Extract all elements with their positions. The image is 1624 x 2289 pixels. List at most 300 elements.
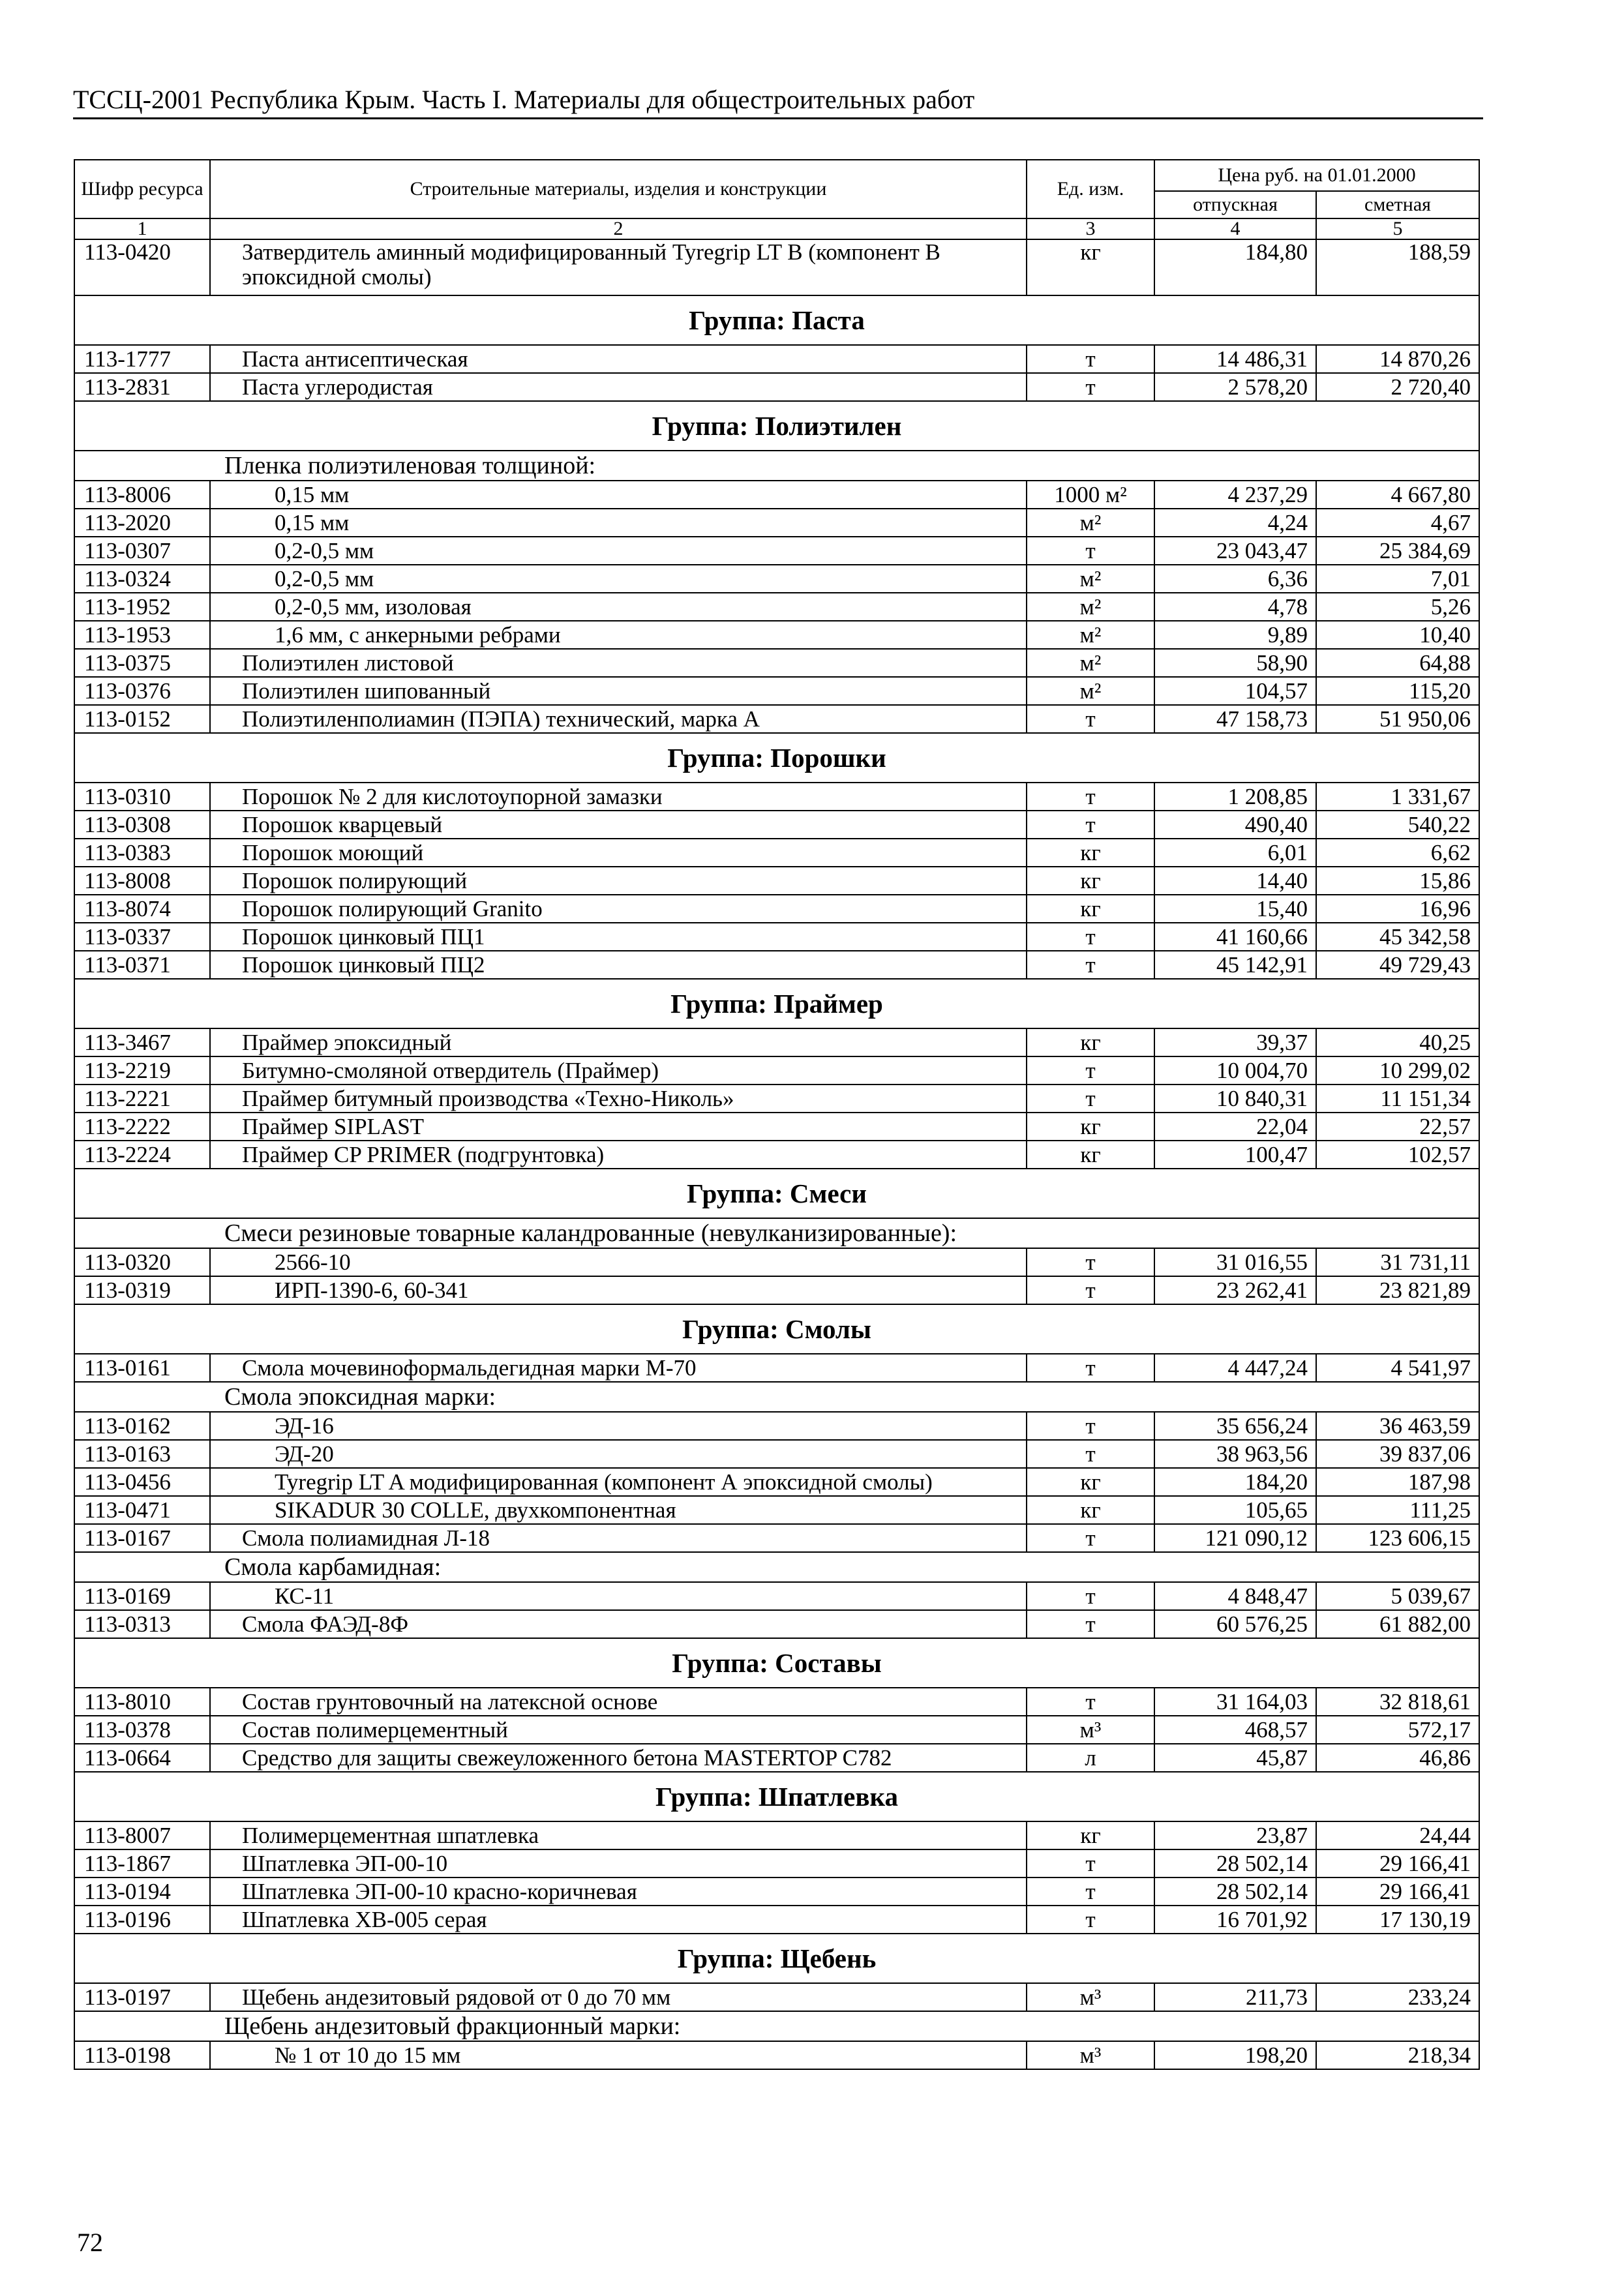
material-name-cell: Шпатлевка ХВ-005 серая bbox=[210, 1906, 1027, 1934]
release-price-cell: 184,80 bbox=[1154, 239, 1316, 295]
release-price-cell: 105,65 bbox=[1154, 1496, 1316, 1524]
unit-cell: т bbox=[1027, 1524, 1154, 1552]
material-name-cell: 0,2-0,5 мм bbox=[210, 565, 1027, 593]
subgroup-row bbox=[74, 1552, 1479, 1582]
group-heading: Группа: Смеси bbox=[74, 1169, 1479, 1218]
release-price-cell: 28 502,14 bbox=[1154, 1878, 1316, 1906]
group-heading: Группа: Праймер bbox=[74, 979, 1479, 1028]
release-price-cell: 4,78 bbox=[1154, 593, 1316, 621]
estimate-price-cell: 25 384,69 bbox=[1316, 537, 1479, 565]
material-name-cell: 0,2-0,5 мм bbox=[210, 537, 1027, 565]
page-number: 72 bbox=[77, 2228, 103, 2257]
material-name-cell: ЭД-20 bbox=[210, 1440, 1027, 1468]
release-price-cell: 23 043,47 bbox=[1154, 537, 1316, 565]
unit-cell: 1000 м² bbox=[1027, 481, 1154, 509]
unit-cell: т bbox=[1027, 1440, 1154, 1468]
table-row bbox=[74, 1821, 1479, 1849]
estimate-price-cell: 51 950,06 bbox=[1316, 705, 1479, 733]
release-price-cell: 28 502,14 bbox=[1154, 1849, 1316, 1878]
release-price-cell: 100,47 bbox=[1154, 1141, 1316, 1169]
unit-cell: м³ bbox=[1027, 1716, 1154, 1744]
material-name-cell: Средство для защиты свежеуложенного бетона MASTERTOP C782 bbox=[210, 1744, 1027, 1772]
unit-cell: кг bbox=[1027, 895, 1154, 923]
resource-code-cell: 113-8008 bbox=[74, 867, 210, 895]
subgroup-label: Смола карбамидная: bbox=[74, 1552, 1479, 1582]
unit-cell: т bbox=[1027, 1582, 1154, 1610]
unit-cell: т bbox=[1027, 923, 1154, 951]
unit-cell: м³ bbox=[1027, 1983, 1154, 2011]
resource-code-cell: 113-2020 bbox=[74, 509, 210, 537]
estimate-price-cell: 4,67 bbox=[1316, 509, 1479, 537]
table-row bbox=[74, 923, 1479, 951]
resource-code-cell: 113-0167 bbox=[74, 1524, 210, 1552]
material-name-cell: Праймер CP PRIMER (подгрунтовка) bbox=[210, 1141, 1027, 1169]
release-price-cell: 4 237,29 bbox=[1154, 481, 1316, 509]
resource-code-cell: 113-2221 bbox=[74, 1085, 210, 1113]
estimate-price-cell: 10 299,02 bbox=[1316, 1056, 1479, 1085]
col-number: 4 bbox=[1154, 218, 1316, 239]
unit-cell: кг bbox=[1027, 1141, 1154, 1169]
material-name-cell: Праймер SIPLAST bbox=[210, 1113, 1027, 1141]
release-price-cell: 31 164,03 bbox=[1154, 1688, 1316, 1716]
table-row bbox=[74, 373, 1479, 401]
table-row bbox=[74, 1141, 1479, 1169]
material-name-cell: Порошок цинковый ПЦ1 bbox=[210, 923, 1027, 951]
estimate-price-cell: 64,88 bbox=[1316, 649, 1479, 677]
group-heading: Группа: Смолы bbox=[74, 1304, 1479, 1354]
estimate-price-cell: 102,57 bbox=[1316, 1141, 1479, 1169]
release-price-cell: 4 848,47 bbox=[1154, 1582, 1316, 1610]
estimate-price-cell: 22,57 bbox=[1316, 1113, 1479, 1141]
release-price-cell: 60 576,25 bbox=[1154, 1610, 1316, 1638]
resource-code-cell: 113-8006 bbox=[74, 481, 210, 509]
estimate-price-cell: 7,01 bbox=[1316, 565, 1479, 593]
material-name-cell: Затвердитель аминный модифицированный Tyregrip LT B (компонент B эпоксидной смолы) bbox=[210, 239, 1027, 295]
estimate-price-cell: 15,86 bbox=[1316, 867, 1479, 895]
table-row bbox=[74, 2041, 1479, 2069]
estimate-price-cell: 14 870,26 bbox=[1316, 345, 1479, 373]
table-row bbox=[74, 621, 1479, 649]
estimate-price-cell: 45 342,58 bbox=[1316, 923, 1479, 951]
col-header-name: Строительные материалы, изделия и конструкции bbox=[210, 160, 1027, 218]
material-name-cell: Паста антисептическая bbox=[210, 345, 1027, 373]
estimate-price-cell: 115,20 bbox=[1316, 677, 1479, 705]
group-heading-row bbox=[74, 1304, 1479, 1354]
estimate-price-cell: 218,34 bbox=[1316, 2041, 1479, 2069]
unit-cell: т bbox=[1027, 1248, 1154, 1276]
unit-cell: м² bbox=[1027, 509, 1154, 537]
estimate-price-cell: 2 720,40 bbox=[1316, 373, 1479, 401]
estimate-price-cell: 188,59 bbox=[1316, 239, 1479, 295]
estimate-price-cell: 61 882,00 bbox=[1316, 1610, 1479, 1638]
unit-cell: т bbox=[1027, 345, 1154, 373]
resource-code-cell: 113-0337 bbox=[74, 923, 210, 951]
resource-code-cell: 113-2831 bbox=[74, 373, 210, 401]
group-heading-row bbox=[74, 1934, 1479, 1983]
unit-cell: кг bbox=[1027, 867, 1154, 895]
resource-code-cell: 113-0162 bbox=[74, 1412, 210, 1440]
release-price-cell: 23,87 bbox=[1154, 1821, 1316, 1849]
material-name-cell: Порошок кварцевый bbox=[210, 811, 1027, 839]
unit-cell: т bbox=[1027, 1085, 1154, 1113]
unit-cell: кг bbox=[1027, 1468, 1154, 1496]
unit-cell: м² bbox=[1027, 565, 1154, 593]
price-table bbox=[74, 159, 1480, 2070]
resource-code-cell: 113-0169 bbox=[74, 1582, 210, 1610]
subgroup-row bbox=[74, 451, 1479, 481]
estimate-price-cell: 17 130,19 bbox=[1316, 1906, 1479, 1934]
unit-cell: т bbox=[1027, 1878, 1154, 1906]
material-name-cell: Порошок цинковый ПЦ2 bbox=[210, 951, 1027, 979]
resource-code-cell: 113-0196 bbox=[74, 1906, 210, 1934]
material-name-cell: Полимерцементная шпатлевка bbox=[210, 1821, 1027, 1849]
release-price-cell: 23 262,41 bbox=[1154, 1276, 1316, 1304]
estimate-price-cell: 572,17 bbox=[1316, 1716, 1479, 1744]
material-name-cell: 0,2-0,5 мм, изоловая bbox=[210, 593, 1027, 621]
material-name-cell: Полиэтилен листовой bbox=[210, 649, 1027, 677]
table-row bbox=[74, 1248, 1479, 1276]
material-name-cell: Порошок моющий bbox=[210, 839, 1027, 867]
material-name-cell: Паста углеродистая bbox=[210, 373, 1027, 401]
material-name-cell: 0,15 мм bbox=[210, 509, 1027, 537]
col-number: 2 bbox=[210, 218, 1027, 239]
resource-code-cell: 113-0319 bbox=[74, 1276, 210, 1304]
unit-cell: т bbox=[1027, 705, 1154, 733]
release-price-cell: 45 142,91 bbox=[1154, 951, 1316, 979]
estimate-price-cell: 4 541,97 bbox=[1316, 1354, 1479, 1382]
resource-code-cell: 113-0376 bbox=[74, 677, 210, 705]
release-price-cell: 16 701,92 bbox=[1154, 1906, 1316, 1934]
release-price-cell: 45,87 bbox=[1154, 1744, 1316, 1772]
group-heading: Группа: Полиэтилен bbox=[74, 401, 1479, 451]
resource-code-cell: 113-1953 bbox=[74, 621, 210, 649]
table-row bbox=[74, 811, 1479, 839]
resource-code-cell: 113-0163 bbox=[74, 1440, 210, 1468]
group-heading-row bbox=[74, 295, 1479, 345]
unit-cell: кг bbox=[1027, 1028, 1154, 1056]
unit-cell: м² bbox=[1027, 649, 1154, 677]
table-row bbox=[74, 1440, 1479, 1468]
table-row bbox=[74, 1878, 1479, 1906]
material-name-cell: Смола мочевиноформальдегидная марки М-70 bbox=[210, 1354, 1027, 1382]
release-price-cell: 58,90 bbox=[1154, 649, 1316, 677]
estimate-price-cell: 123 606,15 bbox=[1316, 1524, 1479, 1552]
unit-cell: т bbox=[1027, 1906, 1154, 1934]
resource-code-cell: 113-0471 bbox=[74, 1496, 210, 1524]
release-price-cell: 35 656,24 bbox=[1154, 1412, 1316, 1440]
material-name-cell: Tyregrip LT A модифицированная (компонент А эпоксидной смолы) bbox=[210, 1468, 1027, 1496]
table-row bbox=[74, 1906, 1479, 1934]
material-name-cell: Полиэтиленполиамин (ПЭПА) технический, марка А bbox=[210, 705, 1027, 733]
unit-cell: т bbox=[1027, 811, 1154, 839]
release-price-cell: 6,36 bbox=[1154, 565, 1316, 593]
unit-cell: т bbox=[1027, 1354, 1154, 1382]
release-price-cell: 2 578,20 bbox=[1154, 373, 1316, 401]
material-name-cell: Смола ФАЭД-8Ф bbox=[210, 1610, 1027, 1638]
release-price-cell: 104,57 bbox=[1154, 677, 1316, 705]
resource-code-cell: 113-0194 bbox=[74, 1878, 210, 1906]
estimate-price-cell: 36 463,59 bbox=[1316, 1412, 1479, 1440]
release-price-cell: 198,20 bbox=[1154, 2041, 1316, 2069]
table-row bbox=[74, 867, 1479, 895]
table-row bbox=[74, 1113, 1479, 1141]
table-row bbox=[74, 1276, 1479, 1304]
release-price-cell: 22,04 bbox=[1154, 1113, 1316, 1141]
estimate-price-cell: 24,44 bbox=[1316, 1821, 1479, 1849]
table-row bbox=[74, 677, 1479, 705]
table-row bbox=[74, 895, 1479, 923]
release-price-cell: 1 208,85 bbox=[1154, 783, 1316, 811]
table-row bbox=[74, 1983, 1479, 2011]
resource-code-cell: 113-0320 bbox=[74, 1248, 210, 1276]
table-row bbox=[74, 783, 1479, 811]
table-row bbox=[74, 1524, 1479, 1552]
resource-code-cell: 113-1952 bbox=[74, 593, 210, 621]
estimate-price-cell: 39 837,06 bbox=[1316, 1440, 1479, 1468]
subgroup-label: Щебень андезитовый фракционный марки: bbox=[74, 2011, 1479, 2041]
subgroup-row bbox=[74, 1218, 1479, 1248]
col-number: 3 bbox=[1027, 218, 1154, 239]
group-heading-row bbox=[74, 401, 1479, 451]
resource-code-cell: 113-3467 bbox=[74, 1028, 210, 1056]
release-price-cell: 15,40 bbox=[1154, 895, 1316, 923]
resource-code-cell: 113-0456 bbox=[74, 1468, 210, 1496]
col-header-price: Цена руб. на 01.01.2000 bbox=[1154, 160, 1479, 191]
table-row bbox=[74, 1468, 1479, 1496]
estimate-price-cell: 29 166,41 bbox=[1316, 1849, 1479, 1878]
resource-code-cell: 113-0313 bbox=[74, 1610, 210, 1638]
unit-cell: т bbox=[1027, 1610, 1154, 1638]
unit-cell: кг bbox=[1027, 839, 1154, 867]
release-price-cell: 184,20 bbox=[1154, 1468, 1316, 1496]
unit-cell: кг bbox=[1027, 1496, 1154, 1524]
estimate-price-cell: 46,86 bbox=[1316, 1744, 1479, 1772]
table-row bbox=[74, 951, 1479, 979]
resource-code-cell: 113-0308 bbox=[74, 811, 210, 839]
unit-cell: т bbox=[1027, 951, 1154, 979]
table-row bbox=[74, 1610, 1479, 1638]
material-name-cell: ЭД-16 bbox=[210, 1412, 1027, 1440]
subgroup-label: Смеси резиновые товарные каландрованные (невулканизированные): bbox=[74, 1218, 1479, 1248]
subgroup-row bbox=[74, 1382, 1479, 1412]
resource-code-cell: 113-0383 bbox=[74, 839, 210, 867]
material-name-cell: Щебень андезитовый рядовой от 0 до 70 мм bbox=[210, 1983, 1027, 2011]
page-header: ТССЦ-2001 Республика Крым. Часть I. Материалы для общестроительных работ bbox=[73, 83, 1483, 119]
unit-cell: л bbox=[1027, 1744, 1154, 1772]
resource-code-cell: 113-0307 bbox=[74, 537, 210, 565]
group-heading-row bbox=[74, 979, 1479, 1028]
release-price-cell: 41 160,66 bbox=[1154, 923, 1316, 951]
material-name-cell: ИРП-1390-6, 60-341 bbox=[210, 1276, 1027, 1304]
material-name-cell: Полиэтилен шипованный bbox=[210, 677, 1027, 705]
material-name-cell: Праймер битумный производства «Техно-Николь» bbox=[210, 1085, 1027, 1113]
estimate-price-cell: 11 151,34 bbox=[1316, 1085, 1479, 1113]
unit-cell: т bbox=[1027, 1412, 1154, 1440]
col-header-estimate: сметная bbox=[1316, 191, 1479, 218]
material-name-cell: КС-11 bbox=[210, 1582, 1027, 1610]
release-price-cell: 14 486,31 bbox=[1154, 345, 1316, 373]
table-row bbox=[74, 481, 1479, 509]
release-price-cell: 468,57 bbox=[1154, 1716, 1316, 1744]
subgroup-label: Пленка полиэтиленовая толщиной: bbox=[74, 451, 1479, 481]
unit-cell: т bbox=[1027, 373, 1154, 401]
unit-cell: м² bbox=[1027, 677, 1154, 705]
col-number: 1 bbox=[74, 218, 210, 239]
release-price-cell: 121 090,12 bbox=[1154, 1524, 1316, 1552]
table-row bbox=[74, 1496, 1479, 1524]
estimate-price-cell: 31 731,11 bbox=[1316, 1248, 1479, 1276]
release-price-cell: 31 016,55 bbox=[1154, 1248, 1316, 1276]
resource-code-cell: 113-0371 bbox=[74, 951, 210, 979]
estimate-price-cell: 6,62 bbox=[1316, 839, 1479, 867]
unit-cell: м³ bbox=[1027, 2041, 1154, 2069]
release-price-cell: 211,73 bbox=[1154, 1983, 1316, 2011]
unit-cell: т bbox=[1027, 1276, 1154, 1304]
release-price-cell: 4 447,24 bbox=[1154, 1354, 1316, 1382]
table-row bbox=[74, 1744, 1479, 1772]
table-row bbox=[74, 593, 1479, 621]
material-name-cell: Праймер эпоксидный bbox=[210, 1028, 1027, 1056]
col-header-code: Шифр ресурса bbox=[74, 160, 210, 218]
unit-cell: кг bbox=[1027, 239, 1154, 295]
resource-code-cell: 113-0664 bbox=[74, 1744, 210, 1772]
material-name-cell: Порошок полирующий Granito bbox=[210, 895, 1027, 923]
unit-cell: м² bbox=[1027, 593, 1154, 621]
material-name-cell: Порошок полирующий bbox=[210, 867, 1027, 895]
table-row bbox=[74, 1688, 1479, 1716]
estimate-price-cell: 49 729,43 bbox=[1316, 951, 1479, 979]
table-row bbox=[74, 1716, 1479, 1744]
material-name-cell: Шпатлевка ЭП-00-10 красно-коричневая bbox=[210, 1878, 1027, 1906]
group-heading: Группа: Шпатлевка bbox=[74, 1772, 1479, 1821]
table-row bbox=[74, 565, 1479, 593]
material-name-cell: Порошок № 2 для кислотоупорной замазки bbox=[210, 783, 1027, 811]
release-price-cell: 38 963,56 bbox=[1154, 1440, 1316, 1468]
estimate-price-cell: 233,24 bbox=[1316, 1983, 1479, 2011]
estimate-price-cell: 29 166,41 bbox=[1316, 1878, 1479, 1906]
resource-code-cell: 113-0375 bbox=[74, 649, 210, 677]
group-heading-row bbox=[74, 1772, 1479, 1821]
release-price-cell: 10 840,31 bbox=[1154, 1085, 1316, 1113]
material-name-cell: Смола полиамидная Л-18 bbox=[210, 1524, 1027, 1552]
material-name-cell: 0,15 мм bbox=[210, 481, 1027, 509]
material-name-cell: № 1 от 10 до 15 мм bbox=[210, 2041, 1027, 2069]
material-name-cell: Состав грунтовочный на латексной основе bbox=[210, 1688, 1027, 1716]
group-heading-row bbox=[74, 733, 1479, 783]
table-row bbox=[74, 1582, 1479, 1610]
resource-code-cell: 113-0420 bbox=[74, 239, 210, 295]
material-name-cell: 1,6 мм, с анкерными ребрами bbox=[210, 621, 1027, 649]
estimate-price-cell: 16,96 bbox=[1316, 895, 1479, 923]
estimate-price-cell: 23 821,89 bbox=[1316, 1276, 1479, 1304]
estimate-price-cell: 1 331,67 bbox=[1316, 783, 1479, 811]
table-row bbox=[74, 1056, 1479, 1085]
release-price-cell: 4,24 bbox=[1154, 509, 1316, 537]
col-header-unit: Ед. изм. bbox=[1027, 160, 1154, 218]
group-heading-row bbox=[74, 1169, 1479, 1218]
col-header-release: отпускная bbox=[1154, 191, 1316, 218]
column-numbers-row bbox=[74, 218, 1479, 239]
resource-code-cell: 113-0378 bbox=[74, 1716, 210, 1744]
resource-code-cell: 113-1867 bbox=[74, 1849, 210, 1878]
resource-code-cell: 113-8010 bbox=[74, 1688, 210, 1716]
release-price-cell: 490,40 bbox=[1154, 811, 1316, 839]
table-row bbox=[74, 705, 1479, 733]
release-price-cell: 6,01 bbox=[1154, 839, 1316, 867]
material-name-cell: 2566-10 bbox=[210, 1248, 1027, 1276]
group-heading-row bbox=[74, 1638, 1479, 1688]
table-row bbox=[74, 537, 1479, 565]
unit-cell: т bbox=[1027, 537, 1154, 565]
release-price-cell: 9,89 bbox=[1154, 621, 1316, 649]
resource-code-cell: 113-0310 bbox=[74, 783, 210, 811]
table-row bbox=[74, 649, 1479, 677]
release-price-cell: 10 004,70 bbox=[1154, 1056, 1316, 1085]
table-row bbox=[74, 1028, 1479, 1056]
unit-cell: т bbox=[1027, 1688, 1154, 1716]
resource-code-cell: 113-0197 bbox=[74, 1983, 210, 2011]
resource-code-cell: 113-0198 bbox=[74, 2041, 210, 2069]
estimate-price-cell: 540,22 bbox=[1316, 811, 1479, 839]
resource-code-cell: 113-2224 bbox=[74, 1141, 210, 1169]
subgroup-label: Смола эпоксидная марки: bbox=[74, 1382, 1479, 1412]
release-price-cell: 14,40 bbox=[1154, 867, 1316, 895]
resource-code-cell: 113-8007 bbox=[74, 1821, 210, 1849]
unit-cell: кг bbox=[1027, 1821, 1154, 1849]
estimate-price-cell: 5,26 bbox=[1316, 593, 1479, 621]
estimate-price-cell: 5 039,67 bbox=[1316, 1582, 1479, 1610]
group-heading: Группа: Порошки bbox=[74, 733, 1479, 783]
material-name-cell: Шпатлевка ЭП-00-10 bbox=[210, 1849, 1027, 1878]
table-row bbox=[74, 345, 1479, 373]
table-row bbox=[74, 1085, 1479, 1113]
group-heading: Группа: Паста bbox=[74, 295, 1479, 345]
group-heading: Группа: Составы bbox=[74, 1638, 1479, 1688]
estimate-price-cell: 10,40 bbox=[1316, 621, 1479, 649]
material-name-cell: SIKADUR 30 COLLE, двухкомпонентная bbox=[210, 1496, 1027, 1524]
table-head bbox=[74, 160, 1479, 239]
unit-cell: т bbox=[1027, 783, 1154, 811]
unit-cell: м² bbox=[1027, 621, 1154, 649]
table-row bbox=[74, 509, 1479, 537]
group-heading: Группа: Щебень bbox=[74, 1934, 1479, 1983]
table-body bbox=[74, 239, 1479, 2069]
resource-code-cell: 113-0161 bbox=[74, 1354, 210, 1382]
table-row bbox=[74, 239, 1479, 295]
unit-cell: т bbox=[1027, 1056, 1154, 1085]
resource-code-cell: 113-2219 bbox=[74, 1056, 210, 1085]
estimate-price-cell: 4 667,80 bbox=[1316, 481, 1479, 509]
unit-cell: кг bbox=[1027, 1113, 1154, 1141]
resource-code-cell: 113-0324 bbox=[74, 565, 210, 593]
table-row bbox=[74, 1849, 1479, 1878]
estimate-price-cell: 32 818,61 bbox=[1316, 1688, 1479, 1716]
resource-code-cell: 113-1777 bbox=[74, 345, 210, 373]
release-price-cell: 47 158,73 bbox=[1154, 705, 1316, 733]
resource-code-cell: 113-2222 bbox=[74, 1113, 210, 1141]
table-row bbox=[74, 839, 1479, 867]
release-price-cell: 39,37 bbox=[1154, 1028, 1316, 1056]
estimate-price-cell: 187,98 bbox=[1316, 1468, 1479, 1496]
col-number: 5 bbox=[1316, 218, 1479, 239]
resource-code-cell: 113-0152 bbox=[74, 705, 210, 733]
material-name-cell: Состав полимерцементный bbox=[210, 1716, 1027, 1744]
subgroup-row bbox=[74, 2011, 1479, 2041]
estimate-price-cell: 40,25 bbox=[1316, 1028, 1479, 1056]
material-name-cell: Битумно-смоляной отвердитель (Праймер) bbox=[210, 1056, 1027, 1085]
table-row bbox=[74, 1354, 1479, 1382]
estimate-price-cell: 111,25 bbox=[1316, 1496, 1479, 1524]
